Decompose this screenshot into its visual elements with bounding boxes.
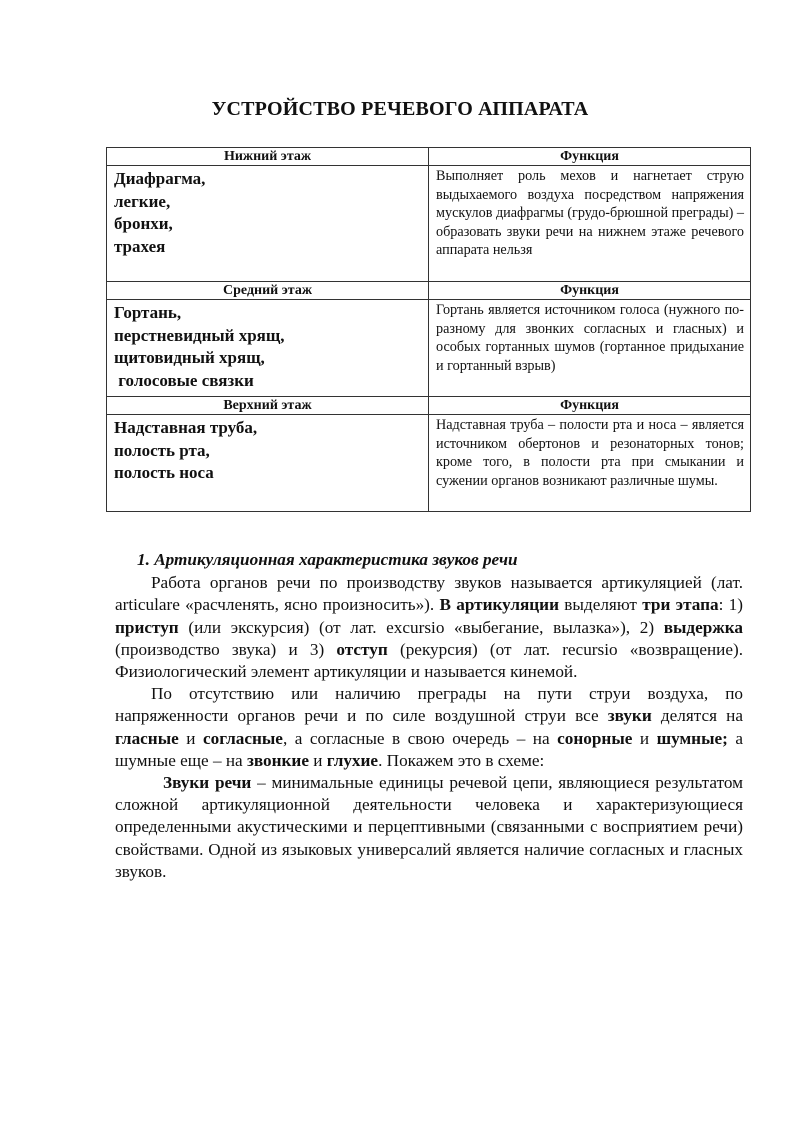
speech-apparatus-table (106, 147, 751, 512)
function-cell: Гортань является источником голоса (нужного по-разному для звонких согласных и гласных) и особых гортанных шумов (гортанное придыхание и гортанный взрыв) (429, 300, 751, 397)
text-run: Работа органов речи по производству звуков называется артикуляцией (лат. articulare «расчленять, ясно произносить»). (115, 573, 743, 615)
function-header: Функция (429, 148, 751, 166)
text-run: выделяют (559, 595, 643, 615)
text-run: (рекурсия) (от лат. recursio «возвращение). Физиологический элемент артикуляции и называется кинемой. (115, 639, 743, 682)
text-run: – минимальные единицы речевой цепи, являющиеся результатом сложной артикуляционной деятельности человека и характеризующиеся определенными акустическими и перцептивными (связанными с восприятием речи) свойствами. Одной из языковых универсалий является наличие согласных и гласных звуков. (115, 773, 743, 881)
bold-term: В артикуляции (439, 595, 559, 615)
organ-item: бронхи, (114, 214, 173, 233)
organ-item: голосовые связки (114, 370, 254, 390)
text-run: делятся на (651, 706, 743, 726)
bold-term: глухие (326, 750, 379, 770)
table-header-row (107, 282, 751, 300)
table-header-row (107, 148, 751, 166)
text-run: и (178, 728, 203, 748)
function-cell: Выполняет роль мехов и нагнетает струю выдыхаемого воздуха посредством напряжения мускулов диафрагмы (грудо-брюшной преграды) – образовать звуки речи на нижнем этаже речевого аппарата нельзя (429, 166, 751, 282)
text-run: По отсутствию или наличию преграды на пути струи воздуха, по напряженности органов речи и по силе воздушной струи все (115, 684, 743, 726)
text-run: (производство звука) и 3) (115, 639, 337, 659)
table-row (107, 300, 751, 397)
text-run: а шумные еще – на (115, 728, 743, 770)
organ-item: перстневидный хрящ, (114, 325, 285, 345)
organ-item: полость рта, (114, 440, 210, 460)
table-row (107, 166, 751, 282)
bold-term: звуки (607, 706, 652, 726)
bold-term: три этапа (642, 595, 719, 615)
organ-item: полость носа (114, 463, 214, 482)
organs-cell (107, 300, 429, 397)
level-header: Нижний этаж (107, 148, 429, 166)
function-header: Функция (429, 397, 751, 415)
bold-term: Звуки речи (163, 773, 252, 793)
text-run: , а согласные в свою очередь – на (282, 728, 558, 748)
organs-cell (107, 415, 429, 512)
bold-term: приступ (115, 617, 179, 637)
function-header: Функция (429, 282, 751, 300)
organ-item: Гортань, (114, 303, 182, 322)
paragraph-speech-sounds (115, 772, 743, 883)
bold-term: сонорные (557, 728, 633, 748)
level-header: Средний этаж (107, 282, 429, 300)
bold-term: гласные (115, 728, 179, 748)
bold-term: отступ (336, 639, 388, 659)
text-run: и (308, 750, 327, 770)
page-title: УСТРОЙСТВО РЕЧЕВОГО АППАРАТА (211, 98, 589, 120)
section-heading: 1. Артикуляционная характеристика звуков речи (137, 550, 518, 569)
bold-term: согласные (202, 728, 283, 748)
organ-item: Диафрагма, (114, 169, 206, 188)
paragraph-sound-classes (115, 683, 743, 772)
articulation-section (115, 549, 743, 883)
text-run: : 1) (718, 595, 743, 615)
bold-term: шумные; (656, 728, 728, 748)
text-run: и (632, 728, 657, 748)
table-row (107, 415, 751, 512)
bold-term: звонкие (246, 750, 309, 770)
table-header-row (107, 397, 751, 415)
organ-item: легкие, (114, 191, 171, 211)
organs-cell (107, 166, 429, 282)
paragraph-articulation (115, 572, 743, 683)
function-cell: Надставная труба – полости рта и носа – является источником обертонов и резонаторных тонов; кроме того, в полости рта при смыкании и сужении органов возникают различные шумы. (429, 415, 751, 512)
text-run: . Покажем это в схеме: (378, 750, 545, 770)
organ-item: щитовидный хрящ, (114, 348, 265, 367)
organ-item: Надставная труба, (114, 418, 258, 437)
level-header: Верхний этаж (107, 397, 429, 415)
organ-item: трахея (114, 236, 166, 256)
text-run: (или экскурсия) (от лат. excursio «выбегание, вылазка»), 2) (178, 617, 664, 637)
bold-term: выдержка (663, 617, 743, 637)
